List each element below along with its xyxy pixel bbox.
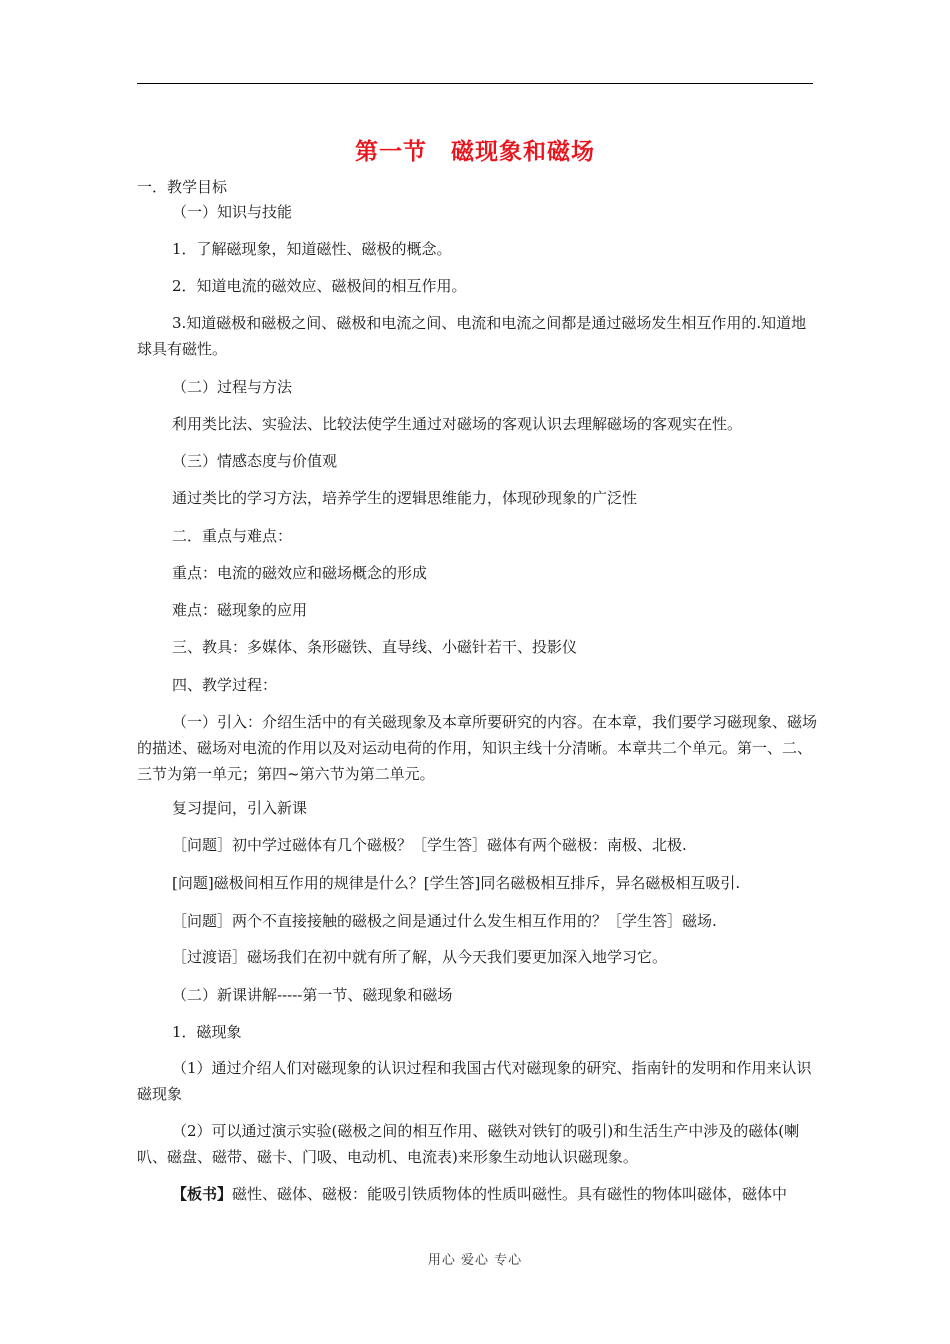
list-item: 1．磁现象 <box>172 1023 242 1041</box>
page-title: 第一节 磁现象和磁场 <box>355 139 595 165</box>
qa-line: ［过渡语］磁场我们在初中就有所了解，从今天我们要更加深入地学习它。 <box>172 948 668 966</box>
subsection-heading: （三）情感态度与价值观 <box>172 452 338 470</box>
board-text: 磁性、磁体、磁极：能吸引铁质物体的性质叫磁性。具有磁性的物体叫磁体，磁体中 <box>232 1185 788 1203</box>
list-item: 1．了解磁现象，知道磁性、磁极的概念。 <box>172 240 452 258</box>
paragraph: 通过类比的学习方法，培养学生的逻辑思维能力，体现砂现象的广泛性 <box>172 489 638 507</box>
section-heading: 三、教具：多媒体、条形磁铁、直导线、小磁针若干、投影仪 <box>172 638 578 656</box>
qa-line: ［问题］初中学过磁体有几个磁极？［学生答］磁体有两个磁极：南极、北极. <box>172 836 687 854</box>
paragraph: 难点：磁现象的应用 <box>172 601 308 619</box>
list-item: 3.知道磁极和磁极之间、磁极和电流之间、电流和电流之间都是通过磁场发生相互作用的.知道地球具有磁性。 <box>137 314 807 358</box>
page-footer: 用心 爱心 专心 <box>427 1253 523 1268</box>
section-heading-objectives: 一．教学目标 <box>137 178 228 196</box>
qa-line: [问题]磁极间相互作用的规律是什么？[学生答]同名磁极相互排斥，异名磁极相互吸引. <box>172 874 741 892</box>
qa-line: ［问题］两个不直接接触的磁极之间是通过什么发生相互作用的？［学生答］磁场. <box>172 912 717 930</box>
board-note <box>172 1183 787 1205</box>
section-heading: 四、教学过程： <box>172 676 278 694</box>
subsection-heading: （一）知识与技能 <box>172 203 293 221</box>
paragraph: 利用类比法、实验法、比较法使学生通过对磁场的客观认识去理解磁场的客观实在性。 <box>172 415 743 433</box>
subsection-heading: （二）新课讲解-----第一节、磁现象和磁场 <box>172 986 453 1004</box>
list-item: 2．知道电流的磁效应、磁极间的相互作用。 <box>172 277 467 295</box>
board-label: 【板书】 <box>172 1185 233 1203</box>
paragraph: （一）引入：介绍生活中的有关磁现象及本章所要研究的内容。在本章，我们要学习磁现象、磁场的描述、磁场对电流的作用以及对运动电荷的作用，知识主线十分清晰。本章共二个单元。第一、二、三节为第一单元；第四~第六节为第二单元。 <box>137 713 818 783</box>
paragraph: （1）通过介绍人们对磁现象的认识过程和我国古代对磁现象的研究、指南针的发明和作用来认识磁现象 <box>137 1059 812 1103</box>
paragraph: （2）可以通过演示实验(磁极之间的相互作用、磁铁对铁钉的吸引)和生活生产中涉及的磁体(喇叭、磁盘、磁带、磁卡、门吸、电动机、电流表)来形象生动地认识磁现象。 <box>137 1122 800 1166</box>
paragraph: 重点：电流的磁效应和磁场概念的形成 <box>172 564 428 582</box>
subsection-heading: （二）过程与方法 <box>172 378 293 396</box>
header-rule <box>137 83 813 84</box>
paragraph: 复习提问，引入新课 <box>172 799 308 817</box>
section-heading: 二．重点与难点： <box>172 527 293 545</box>
